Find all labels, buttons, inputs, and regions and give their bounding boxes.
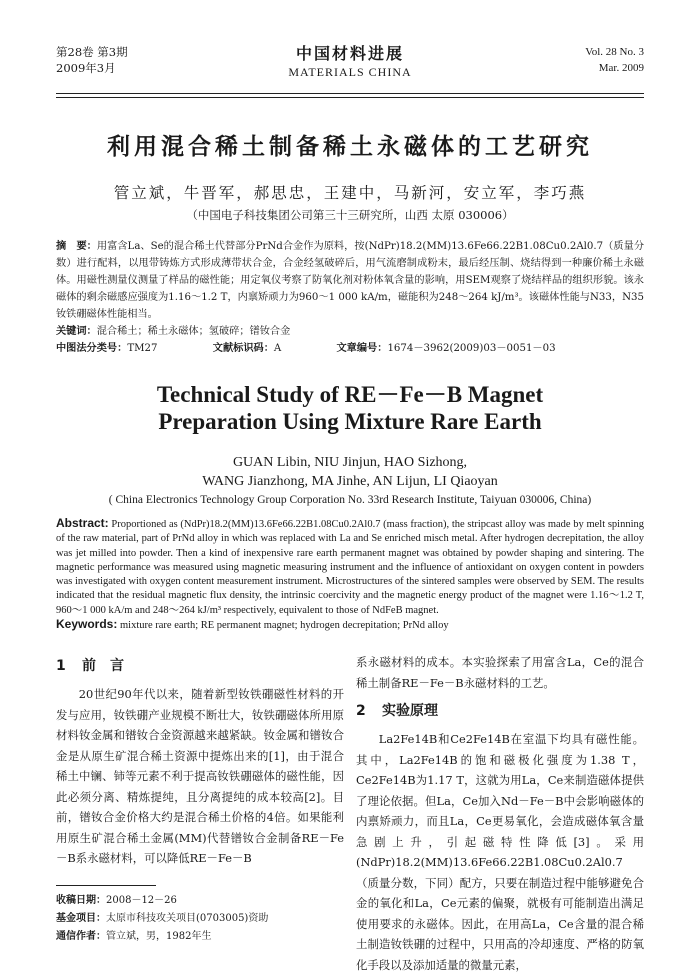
footnote — [56, 892, 346, 946]
journal-name-cn: 中国材料进展 — [295, 44, 404, 63]
issue-info-en — [585, 44, 644, 76]
affiliation-cn: （中国电子科技集团公司第三十三研究所，山西 太原 030006） — [186, 208, 514, 222]
keywords-cn-label: 关键词： — [56, 326, 97, 337]
footnote-fund — [56, 910, 346, 928]
keywords-en-text: mixture rare earth; RE permanent magnet; hydrogen decrepitation; PrNd alloy — [119, 620, 449, 631]
paper-title-cn: 利用混合稀土制备稀土永磁体的工艺研究 — [107, 134, 593, 160]
affiliation-en: ( China Electronics Technology Group Corporation No. 33rd Research Institute, Taiyuan 030006, China) — [108, 494, 592, 506]
section-heading-2 — [356, 701, 644, 721]
left-column — [56, 652, 344, 869]
article-no-value: 1674－3962(2009)03－0051－03 — [387, 343, 556, 354]
abstract-cn — [56, 238, 644, 323]
volume-issue: 第28卷 第3期 — [56, 45, 128, 59]
paper-title-en-line1: Technical Study of RE－Fe－B Magnet — [156, 382, 544, 407]
abstract-en-label: Abstract: — [56, 516, 109, 530]
clc-value: TM27 — [127, 343, 158, 354]
authors-cn: 管立斌，牛晋军，郝思忠，王建中，马新河，安立军，李巧燕 — [113, 184, 587, 202]
section-title-2: 实验原理 — [382, 703, 438, 719]
running-header — [56, 44, 644, 92]
section-title-1: 前 言 — [82, 658, 124, 674]
keywords-en-label: Keywords: — [56, 617, 118, 631]
authors-en-line2: WANG Jianzhong, MA Jinhe, AN Lijun, LI Qiaoyan — [202, 474, 498, 489]
footnote-received — [56, 892, 346, 910]
section-number-1: 1 — [56, 658, 66, 674]
section-heading-1 — [56, 656, 344, 676]
journal-name-en: MATERIALS CHINA — [288, 65, 412, 79]
doc-code-value: A — [273, 343, 282, 354]
clc-label: 中图法分类号： — [56, 343, 128, 354]
header-rule-thin — [56, 97, 644, 98]
section-number-2: 2 — [356, 703, 366, 719]
abstract-cn-text: 用富含La、Se的混合稀土代替部分PrNd合金作为原料，按(NdPr)18.2(MM)13.6Fe66.22B1.08Cu0.2Al0.7（质量分数）进行配料，以甩带铸炼方式形成薄带状合金，合金经氢破碎后，用气流磨制成粉末，最后经压制、烧结得到一种廉价稀土永磁体。用磁性测量仪测量了样品的磁性能；用定氧仪考察了防氧化剂对粉体氧含量的影响，用SEM观察了烧结样品的组织形貌。该永磁体的剩余磁感应强度为1.16～1.2 T，内禀矫顽力为960～1 000 kA/m，磁能积为248～264 kJ/m³。该磁体性能与N33，N35钕铁硼磁体性能相当。 — [56, 241, 645, 320]
abstract-en — [56, 516, 644, 618]
section1-paragraph-continued: 系永磁材料的成本。本实验探索了用富含La，Ce的混合稀土制备RE－Fe－B永磁材料的工艺。 — [356, 655, 644, 690]
volume-issue-en: Vol. 28 No. 3 — [585, 46, 644, 58]
section1-paragraph: 20世纪90年代以来，随着新型钕铁硼磁性材料的开发与应用，钕铁硼产业规模不断壮大，钕铁硼磁体所用原材料钕金属和镨钕合金资源越来越紧缺。钕金属和镨钕合金是从原生矿混合稀土资源中提炼出来的[1]，由于混合稀土中镧、铈等元素不利于提高钕铁硼磁体的磁性能，因此必须分离、精炼提纯，且分离提纯的成本较高[2]。目前，镨钕合金价格大约是混合稀土价格的4倍。如果能利用原生矿混合稀土金属(MM)代替镨钕合金制备RE－Fe－B系永磁材料，可以降低RE－Fe－B — [56, 687, 344, 865]
footnote-author — [56, 928, 346, 946]
received-label: 收稿日期： — [56, 895, 106, 906]
received-value: 2008－12－26 — [106, 895, 177, 906]
paper-title-en-line2: Preparation Using Mixture Rare Earth — [158, 409, 542, 434]
author-label: 通信作者： — [56, 931, 106, 942]
abstract-en-text: Proportioned as (NdPr)18.2(MM)13.6Fe66.22B1.08Cu0.2Al0.7 (mass fraction), the stripcast alloy was made by melt spinning of the raw material, part of PrNd alloy in which was replaced with La and Se enriched misch metal. After hydrogen decrepitation, the alloy was jet milled into powder. Then a kind of inexpensive rare earth permanent magnet was obtained by powder shaping and sintering. The magnetic performance was measured using magnetic measuring instrument and the influence of antioxidant on oxygen content in powders was investigated with oxygen content measurement instrument. Microstructures of the sintered samples were observed by SEM. The results indicated that the residual magnetic flux density, the intrinsic coercivity and the magnetic energy product of the magnet were 1.16～1.2 T, 960～1 000 kA/m and 248～264 kJ/m³ respectively, equivalent to those of NdFeB magnet. — [56, 519, 645, 616]
keywords-cn-text: 混合稀土；稀土永磁体；氢破碎；镨钕合金 — [96, 326, 291, 337]
footnote-rule — [56, 885, 156, 886]
doc-code-label: 文献标识码： — [212, 343, 274, 354]
paper-title-en — [0, 381, 700, 435]
journal-name — [56, 44, 644, 80]
keywords-en — [56, 617, 644, 631]
section2-paragraph: La2Fe14B和Ce2Fe14B在室温下均具有磁性能。其中，La2Fe14B的饱和磁极化强度为1.38 T，Ce2Fe14B为1.17 T，这就为用La，Ce来制造磁体提供了理论依据。但La，Ce加入Nd－Fe－B中会影响磁体的内禀矫顽力，而且La，Ce更易氧化，会造成磁体氧含量急剧上升，引起磁特性降低[3]。采用(NdPr)18.2(MM)13.6Fe66.22B1.08Cu0.2Al0.7（质量分数，下同）配方，只要在制造过程中能够避免合金的氧化和La，Ce元素的偏聚，就极有可能制造出满足使用要求的永磁体。因此，在用高La，Ce含量的混合稀土制造钕铁硼的过程中，只用高的冷却速度、严格的防氧化手段以及添加适量的微量元素， — [356, 732, 644, 972]
keywords-cn — [56, 323, 644, 340]
author-value: 管立斌，男，1982年生 — [106, 931, 212, 942]
issue-date-en: Mar. 2009 — [598, 62, 644, 74]
issue-date: 2009年3月 — [56, 61, 116, 75]
header-rule-thick — [56, 93, 644, 94]
classification-cn — [56, 340, 644, 357]
fund-label: 基金项目： — [56, 913, 106, 924]
right-column — [356, 652, 644, 975]
article-no-label: 文章编号： — [336, 343, 388, 354]
authors-en-line1: GUAN Libin, NIU Jinjun, HAO Sizhong, — [232, 455, 468, 470]
abstract-cn-label: 摘 要： — [56, 241, 97, 252]
authors-en — [0, 453, 700, 491]
fund-value: 太原市科技攻关项目(0703005)资助 — [106, 913, 269, 924]
